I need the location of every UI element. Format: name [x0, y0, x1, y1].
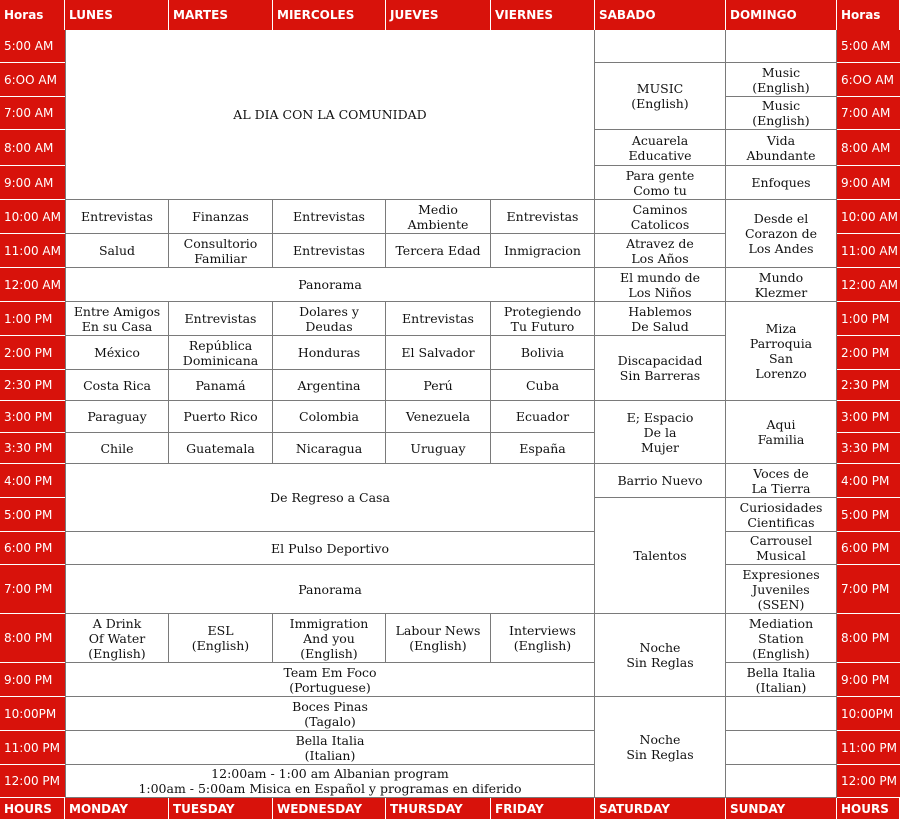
- time-label-right: 7:00 PM: [837, 565, 900, 614]
- program-atravez-de: Atravez de Los Años: [595, 234, 726, 268]
- time-label-right: 3:30 PM: [837, 433, 900, 464]
- time-label-left: 12:00 PM: [0, 765, 65, 798]
- program-medio: Medio Ambiente: [386, 200, 491, 234]
- header-jueves: JUEVES: [386, 0, 491, 30]
- header-domingo: DOMINGO: [726, 0, 837, 30]
- program-el-mundo-de: El mundo de Los Niños: [595, 268, 726, 302]
- program-entrevistas: Entrevistas: [273, 234, 386, 268]
- time-label-left: 11:00 AM: [0, 234, 65, 268]
- program-inmigracion: Inmigracion: [491, 234, 595, 268]
- program-hablemos: Hablemos De Salud: [595, 302, 726, 336]
- time-label-left: 10:00 AM: [0, 200, 65, 234]
- program-12-00am-1-00-am-albanian-program: 12:00am - 1:00 am Albanian program 1:00am - 5:00am Misica en Español y programas en diferido: [65, 765, 595, 798]
- header-viernes: VIERNES: [491, 0, 595, 30]
- time-label-right: 8:00 PM: [837, 614, 900, 663]
- program-venezuela: Venezuela: [386, 401, 491, 433]
- program-cuba: Cuba: [491, 370, 595, 401]
- program-bella-italia: Bella Italia (Italian): [726, 663, 837, 697]
- program-tercera-edad: Tercera Edad: [386, 234, 491, 268]
- time-label-left: 3:00 PM: [0, 401, 65, 433]
- empty-slot: [726, 765, 837, 798]
- program-interviews: Interviews (English): [491, 614, 595, 663]
- program-e-espacio: E; Espacio De la Mujer: [595, 401, 726, 464]
- footer-header-hours: HOURS: [0, 798, 65, 819]
- time-label-left: 12:00 AM: [0, 268, 65, 302]
- footer-header-monday: MONDAY: [65, 798, 169, 819]
- time-label-left: 2:30 PM: [0, 370, 65, 401]
- time-label-left: 4:00 PM: [0, 464, 65, 498]
- time-label-right: 6:00 PM: [837, 532, 900, 565]
- program-mediation: Mediation Station (English): [726, 614, 837, 663]
- time-label-left: 9:00 AM: [0, 166, 65, 200]
- time-label-right: 4:00 PM: [837, 464, 900, 498]
- program-ecuador: Ecuador: [491, 401, 595, 433]
- time-label-left: 5:00 PM: [0, 498, 65, 532]
- time-label-left: 9:00 PM: [0, 663, 65, 697]
- time-label-left: 7:00 PM: [0, 565, 65, 614]
- program-boces-pinas: Boces Pinas (Tagalo): [65, 697, 595, 731]
- program-al-dia-con-la-comunidad: AL DIA CON LA COMUNIDAD: [65, 30, 595, 200]
- program-entrevistas: Entrevistas: [386, 302, 491, 336]
- program-consultorio: Consultorio Familiar: [169, 234, 273, 268]
- program-barrio-nuevo: Barrio Nuevo: [595, 464, 726, 498]
- program-uruguay: Uruguay: [386, 433, 491, 464]
- program-esl: ESL (English): [169, 614, 273, 663]
- time-label-right: 2:00 PM: [837, 336, 900, 370]
- header-lunes: LUNES: [65, 0, 169, 30]
- program-immigration: Immigration And you (English): [273, 614, 386, 663]
- empty-slot: [726, 731, 837, 765]
- program-acuarela: Acuarela Educative: [595, 130, 726, 166]
- program-carrousel: Carrousel Musical: [726, 532, 837, 565]
- time-label-left: 7:00 AM: [0, 97, 65, 130]
- program-labour-news: Labour News (English): [386, 614, 491, 663]
- time-label-right: 5:00 AM: [837, 30, 900, 63]
- header-miercoles: MIERCOLES: [273, 0, 386, 30]
- empty-slot: [726, 30, 837, 63]
- time-label-left: 6:OO AM: [0, 63, 65, 97]
- program-chile: Chile: [65, 433, 169, 464]
- header-martes: MARTES: [169, 0, 273, 30]
- program-entrevistas: Entrevistas: [491, 200, 595, 234]
- program-dolares-y: Dolares y Deudas: [273, 302, 386, 336]
- program-de-regreso-a-casa: De Regreso a Casa: [65, 464, 595, 532]
- time-label-right: 5:00 PM: [837, 498, 900, 532]
- program-aqui: Aqui Familia: [726, 401, 837, 464]
- program-panorama: Panorama: [65, 565, 595, 614]
- program-argentina: Argentina: [273, 370, 386, 401]
- time-label-left: 10:00PM: [0, 697, 65, 731]
- time-label-right: 11:00 PM: [837, 731, 900, 765]
- program-finanzas: Finanzas: [169, 200, 273, 234]
- time-label-right: 12:00 AM: [837, 268, 900, 302]
- program-talentos: Talentos: [595, 498, 726, 614]
- program-expresiones: Expresiones Juveniles (SSEN): [726, 565, 837, 614]
- program-noche: Noche Sin Reglas: [595, 697, 726, 798]
- program-entrevistas: Entrevistas: [65, 200, 169, 234]
- program-paraguay: Paraguay: [65, 401, 169, 433]
- program-vida: Vida Abundante: [726, 130, 837, 166]
- time-label-right: 9:00 PM: [837, 663, 900, 697]
- time-label-right: 8:00 AM: [837, 130, 900, 166]
- program-honduras: Honduras: [273, 336, 386, 370]
- time-label-left: 8:00 PM: [0, 614, 65, 663]
- time-label-left: 6:00 PM: [0, 532, 65, 565]
- time-label-right: 12:00 PM: [837, 765, 900, 798]
- program-entrevistas: Entrevistas: [273, 200, 386, 234]
- program-puerto-rico: Puerto Rico: [169, 401, 273, 433]
- program-guatemala: Guatemala: [169, 433, 273, 464]
- time-label-left: 5:00 AM: [0, 30, 65, 63]
- time-label-left: 8:00 AM: [0, 130, 65, 166]
- time-label-right: 1:00 PM: [837, 302, 900, 336]
- time-label-left: 3:30 PM: [0, 433, 65, 464]
- program-noche: Noche Sin Reglas: [595, 614, 726, 697]
- footer-header-thursday: THURSDAY: [386, 798, 491, 819]
- footer-header-hours: HOURS: [837, 798, 900, 819]
- program-mexico: México: [65, 336, 169, 370]
- footer-header-tuesday: TUESDAY: [169, 798, 273, 819]
- time-label-right: 3:00 PM: [837, 401, 900, 433]
- time-label-left: 1:00 PM: [0, 302, 65, 336]
- program-peru: Perú: [386, 370, 491, 401]
- program-desde-el: Desde el Corazon de Los Andes: [726, 200, 837, 268]
- program-miza: Miza Parroquia San Lorenzo: [726, 302, 837, 401]
- program-music: Music (English): [726, 97, 837, 130]
- time-label-right: 6:OO AM: [837, 63, 900, 97]
- program-caminos: Caminos Catolicos: [595, 200, 726, 234]
- time-label-right: 9:00 AM: [837, 166, 900, 200]
- footer-header-friday: FRIDAY: [491, 798, 595, 819]
- program-curiosidades: Curiosidades Cientificas: [726, 498, 837, 532]
- program-costa-rica: Costa Rica: [65, 370, 169, 401]
- program-protegiendo: Protegiendo Tu Futuro: [491, 302, 595, 336]
- program-espana: España: [491, 433, 595, 464]
- program-discapacidad: Discapacidad Sin Barreras: [595, 336, 726, 401]
- program-bolivia: Bolivia: [491, 336, 595, 370]
- program-bella-italia: Bella Italia (Italian): [65, 731, 595, 765]
- program-para-gente: Para gente Como tu: [595, 166, 726, 200]
- footer-header-wednesday: WEDNESDAY: [273, 798, 386, 819]
- program-team-em-foco: Team Em Foco (Portuguese): [65, 663, 595, 697]
- header-sabado: SABADO: [595, 0, 726, 30]
- program-salud: Salud: [65, 234, 169, 268]
- time-label-right: 10:00 AM: [837, 200, 900, 234]
- program-republica: República Dominicana: [169, 336, 273, 370]
- program-panorama: Panorama: [65, 268, 595, 302]
- program-entre-amigos: Entre Amigos En su Casa: [65, 302, 169, 336]
- program-music: Music (English): [726, 63, 837, 97]
- program-entrevistas: Entrevistas: [169, 302, 273, 336]
- program-music: MUSIC (English): [595, 63, 726, 130]
- time-label-right: 10:00PM: [837, 697, 900, 731]
- header-horas: Horas: [837, 0, 900, 30]
- program-el-salvador: El Salvador: [386, 336, 491, 370]
- time-label-right: 11:00 AM: [837, 234, 900, 268]
- program-a-drink: A Drink Of Water (English): [65, 614, 169, 663]
- program-nicaragua: Nicaragua: [273, 433, 386, 464]
- time-label-left: 2:00 PM: [0, 336, 65, 370]
- program-panama: Panamá: [169, 370, 273, 401]
- empty-slot: [726, 697, 837, 731]
- program-enfoques: Enfoques: [726, 166, 837, 200]
- time-label-right: 2:30 PM: [837, 370, 900, 401]
- empty-slot: [595, 30, 726, 63]
- footer-header-sunday: SUNDAY: [726, 798, 837, 819]
- time-label-left: 11:00 PM: [0, 731, 65, 765]
- time-label-right: 7:00 AM: [837, 97, 900, 130]
- program-colombia: Colombia: [273, 401, 386, 433]
- footer-header-saturday: SATURDAY: [595, 798, 726, 819]
- program-voces-de: Voces de La Tierra: [726, 464, 837, 498]
- header-horas: Horas: [0, 0, 65, 30]
- program-el-pulso-deportivo: El Pulso Deportivo: [65, 532, 595, 565]
- program-mundo: Mundo Klezmer: [726, 268, 837, 302]
